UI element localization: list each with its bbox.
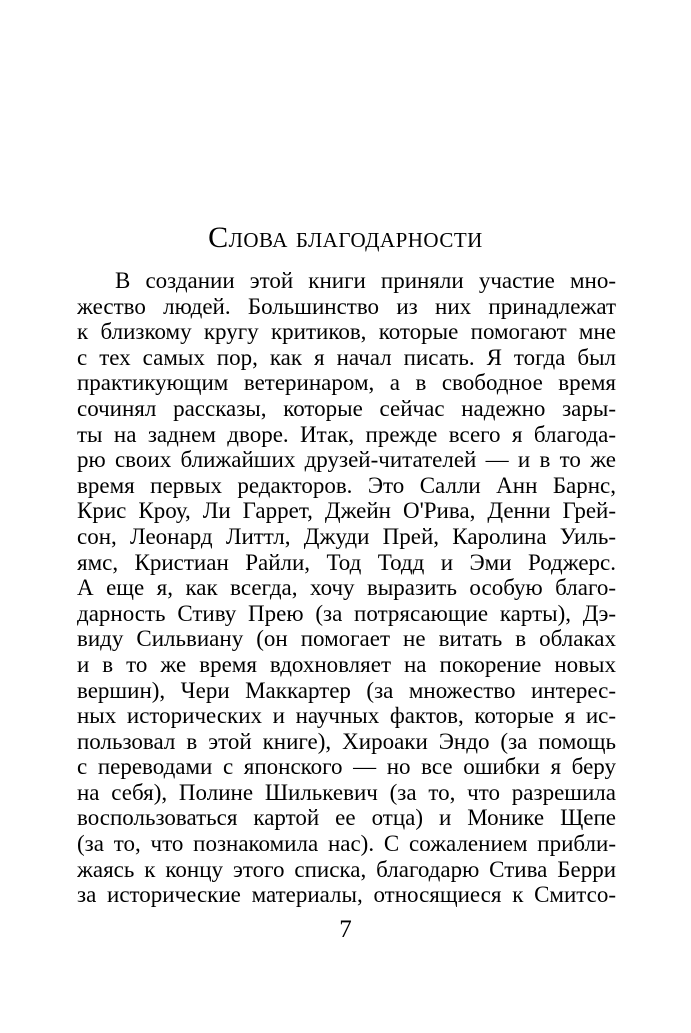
text-line: за исторические материалы, относящиеся к Смитсо- bbox=[77, 882, 616, 908]
body-paragraph bbox=[77, 268, 616, 908]
text-line: пользовал в этой книге), Хироаки Эндо (за помощь bbox=[77, 728, 616, 754]
text-line: с тех самых пор, как я начал писать. Я тогда был bbox=[77, 344, 616, 370]
text-line: виду Сильвиану (он помогает не витать в облаках bbox=[77, 626, 616, 652]
text-line: воспользоваться картой ее отца) и Монике Щепе bbox=[77, 805, 616, 831]
text-line: сон, Леонард Литтл, Джуди Прей, Каролина Уиль- bbox=[77, 523, 616, 549]
page-number: 7 bbox=[339, 916, 352, 943]
text-line: на себя), Полине Шилькевич (за то, что разрешила bbox=[77, 779, 616, 805]
text-line: дарность Стиву Прею (за потрясающие карты), Дэ- bbox=[77, 600, 616, 626]
text-line: к близкому кругу критиков, которые помогают мне bbox=[77, 319, 616, 345]
text-line: (за то, что познакомила нас). С сожалением прибли- bbox=[77, 831, 616, 857]
text-line: практикующим ветеринаром, а в свободное время bbox=[77, 370, 616, 396]
text-line: А еще я, как всегда, хочу выразить особую благо- bbox=[77, 575, 616, 601]
text-line: В создании этой книги приняли участие мно- bbox=[115, 268, 616, 293]
text-line: и в то же время вдохновляет на покорение новых bbox=[77, 651, 616, 677]
text-line: ных исторических и научных фактов, которые я ис- bbox=[77, 703, 616, 729]
text-line: время первых редакторов. Это Салли Анн Барнс, bbox=[77, 472, 616, 498]
chapter-heading: Слова благодарности bbox=[208, 221, 483, 254]
text-line: жество людей. Большинство из них принадлежат bbox=[77, 293, 616, 319]
text-line: ты на заднем дворе. Итак, прежде всего я благода- bbox=[77, 421, 616, 447]
text-line: рю своих ближайших друзей-читателей — и в то же bbox=[77, 447, 616, 473]
text-line: сочинял рассказы, которые сейчас надежно зары- bbox=[77, 395, 616, 421]
text-line: ямс, Кристиан Райли, Тод Тодд и Эми Роджерс. bbox=[77, 549, 616, 575]
text-line: вершин), Чери Маккартер (за множество интерес- bbox=[77, 677, 616, 703]
text-line: Крис Кроу, Ли Гаррет, Джейн О'Рива, Денни Грей- bbox=[77, 498, 616, 524]
text-line: жаясь к концу этого списка, благодарю Стива Берри bbox=[77, 856, 616, 882]
text-line: с переводами с японского — но все ошибки я беру bbox=[77, 754, 616, 780]
